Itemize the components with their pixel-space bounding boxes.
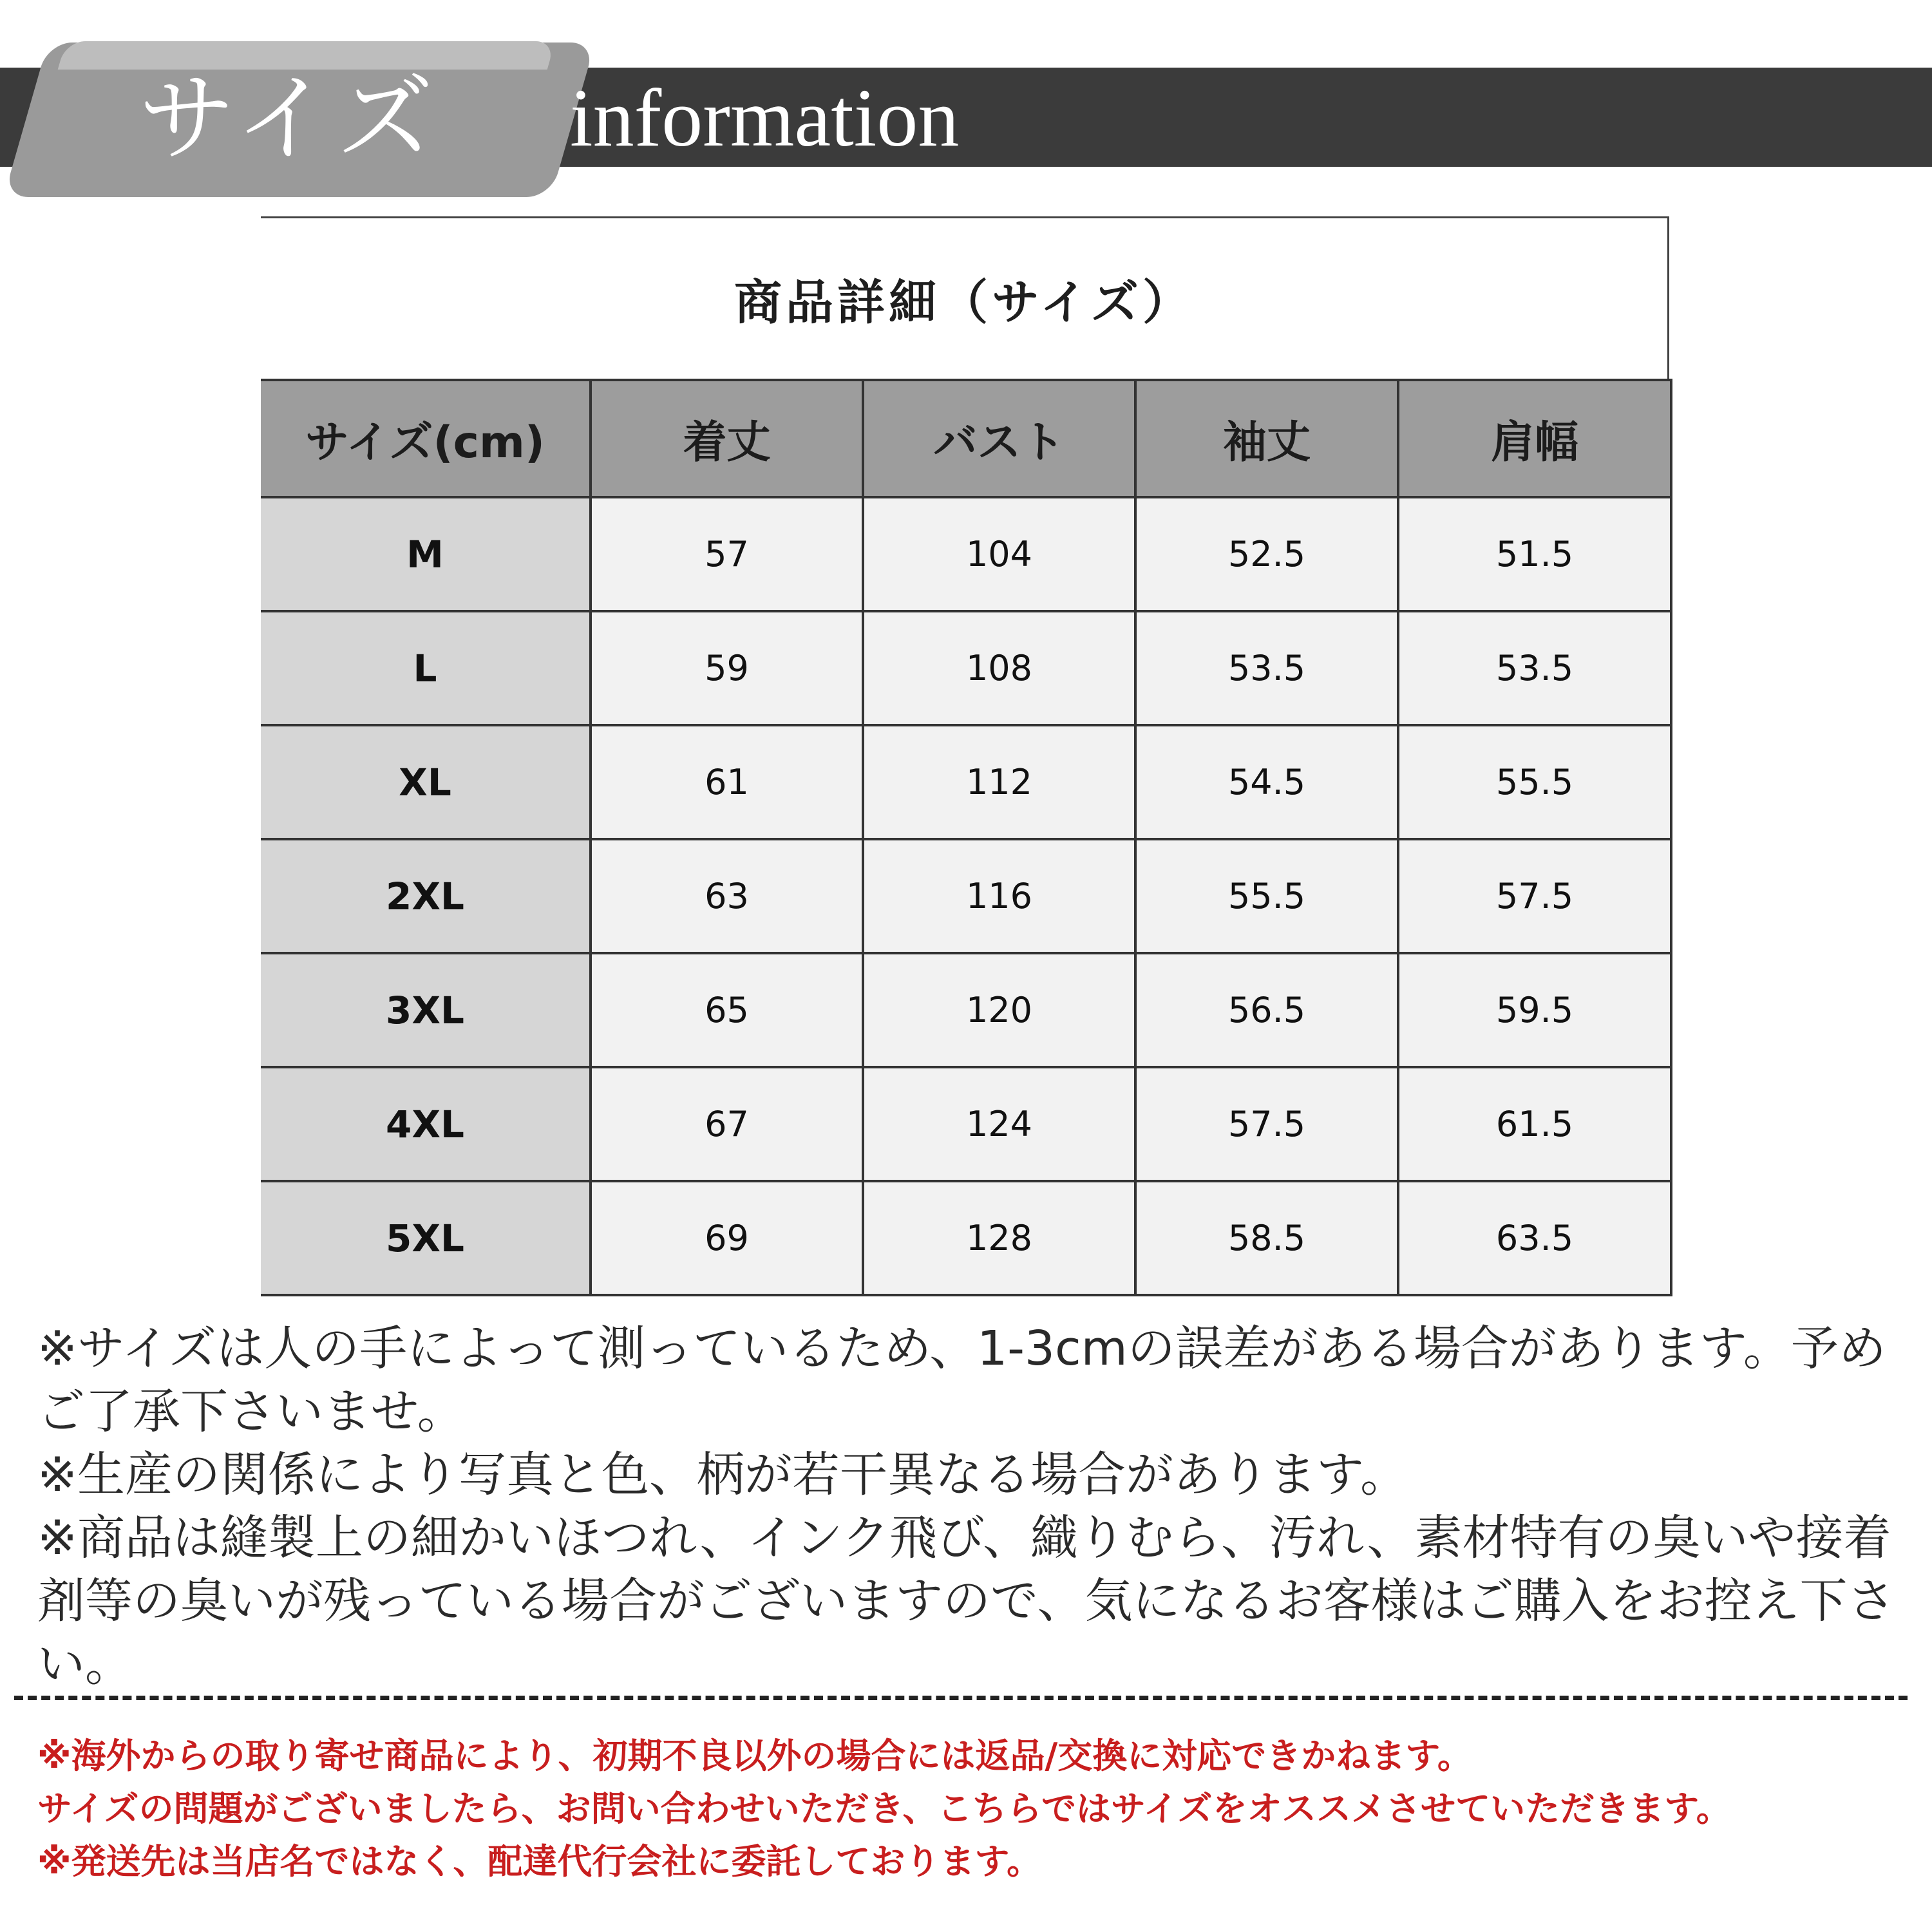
shoulder-value: 57.5 — [1398, 839, 1671, 953]
banner-subtitle: information — [570, 72, 960, 164]
note-color-variation: ※生産の関係により写真と色、柄が若干異なる場合があります。 — [37, 1447, 1408, 1502]
table-header-row — [261, 380, 1671, 497]
length-value: 65 — [591, 953, 863, 1067]
warning-shipping: ※発送先は当店名ではなく、配達代行会社に委託しております。 — [37, 1841, 1042, 1882]
header-bust: バスト — [863, 380, 1135, 497]
warnings-block — [37, 1730, 1918, 1888]
size-table-container — [261, 216, 1671, 1312]
notes-block — [37, 1317, 1905, 1696]
length-value: 63 — [591, 839, 863, 953]
size-label: 3XL — [261, 953, 591, 1067]
header-shoulder: 肩幅 — [1398, 380, 1671, 497]
table-row — [261, 1067, 1671, 1181]
table-row — [261, 953, 1671, 1067]
note-sewing-defects: ※商品は縫製上の細かいほつれ、インク飛び、織りむら、汚れ、素材特有の臭いや接着剤等の臭いが残っている場合がございますので、気になるお客様はご購入をお控え下さい。 — [37, 1510, 1895, 1692]
bust-value: 104 — [863, 497, 1135, 611]
warning-size-advice: サイズの問題がございましたら、お問い合わせいただき、こちらではサイズをオススメさせていただきます。 — [37, 1788, 1731, 1829]
sleeve-value: 53.5 — [1135, 611, 1398, 725]
length-value: 57 — [591, 497, 863, 611]
shoulder-value: 55.5 — [1398, 725, 1671, 839]
length-value: 59 — [591, 611, 863, 725]
size-label: 5XL — [261, 1181, 591, 1295]
sleeve-value: 52.5 — [1135, 497, 1398, 611]
shoulder-value: 59.5 — [1398, 953, 1671, 1067]
sleeve-value: 54.5 — [1135, 725, 1398, 839]
shoulder-value: 51.5 — [1398, 497, 1671, 611]
table-row — [261, 497, 1671, 611]
note-measurement-error: ※サイズは人の手によって測っているため、1-3cmの誤差がある場合があります。予めご了承下さいませ。 — [37, 1321, 1886, 1439]
bust-value: 112 — [863, 725, 1135, 839]
size-label: 4XL — [261, 1067, 591, 1181]
table-row — [261, 725, 1671, 839]
table-row — [261, 839, 1671, 953]
sleeve-value: 58.5 — [1135, 1181, 1398, 1295]
sleeve-value: 55.5 — [1135, 839, 1398, 953]
size-label: 2XL — [261, 839, 591, 953]
shoulder-value: 61.5 — [1398, 1067, 1671, 1181]
sleeve-value: 56.5 — [1135, 953, 1398, 1067]
bust-value: 108 — [863, 611, 1135, 725]
size-label: M — [261, 497, 591, 611]
bust-value: 124 — [863, 1067, 1135, 1181]
table-row — [261, 1181, 1671, 1295]
length-value: 67 — [591, 1067, 863, 1181]
bust-value: 128 — [863, 1181, 1135, 1295]
banner-title: サイズ — [138, 63, 440, 175]
size-label: XL — [261, 725, 591, 839]
bust-value: 120 — [863, 953, 1135, 1067]
bust-value: 116 — [863, 839, 1135, 953]
size-table — [261, 379, 1672, 1296]
shoulder-value: 63.5 — [1398, 1181, 1671, 1295]
table-caption: 商品詳細（サイズ） — [261, 216, 1669, 379]
length-value: 61 — [591, 725, 863, 839]
dashed-divider — [14, 1696, 1908, 1700]
header-size: サイズ(cm) — [261, 380, 591, 497]
size-label: L — [261, 611, 591, 725]
length-value: 69 — [591, 1181, 863, 1295]
header-sleeve: 袖丈 — [1135, 380, 1398, 497]
warning-returns: ※海外からの取り寄せ商品により、初期不良以外の場合には返品/交換に対応できかねます。 — [37, 1736, 1472, 1776]
table-row — [261, 611, 1671, 725]
shoulder-value: 53.5 — [1398, 611, 1671, 725]
header-length: 着丈 — [591, 380, 863, 497]
sleeve-value: 57.5 — [1135, 1067, 1398, 1181]
